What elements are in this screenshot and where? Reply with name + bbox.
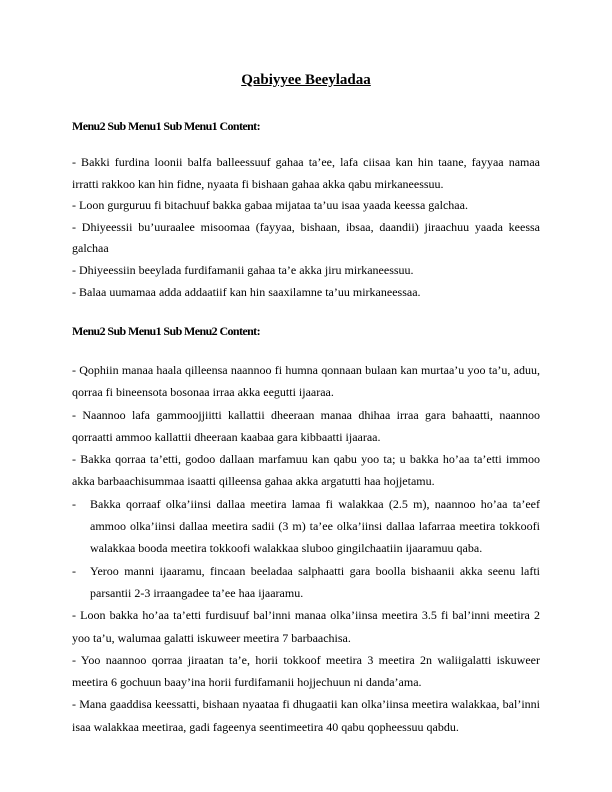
paragraph: - Loon gurguruu fi bitachuuf bakka gabaa mijataa ta’uu isaa yaada keessa galchaa. (72, 198, 468, 213)
document-title: Qabiyyee Beeyladaa (241, 72, 371, 88)
paragraph: - Dhiyeessiin beeylada furdifamanii gahaa ta’e akka jiru mirkaneessuu. (72, 262, 414, 277)
paragraph: - Yoo naannoo qorraa jiraatan ta’e, horii tokkoof meetira 3 meetira 2n waliigalatti iskuweer meetira 6 gochuun baay’ina horii furdifamanii hojjechuun ni danda’ama. (72, 652, 540, 690)
section1-heading: Menu2 Sub Menu1 Sub Menu1 Content: (72, 119, 260, 133)
section1-body (72, 152, 540, 303)
paragraph: - Naannoo lafa gammoojjiitti kallattii dheeraan manaa dhihaa irraa gara bahaatti, naannoo qorraatti ammoo kallattii dheeraan kaabaa gara kibbaatti ijaaraa. (72, 407, 540, 444)
paragraph: - Dhiyeessii bu’uuraalee misoomaa (fayyaa, bishaan, ibsaa, daandii) jiraachuu yaada keessa galchaa (72, 219, 540, 256)
paragraph: - Qophiin manaa haala qilleensa naannoo fi humna qonnaan bulaan kan murtaa’u yoo ta’u, aduu, qorraa fi bineensota bosonaa irraa akka eegutti ijaaraa. (72, 363, 540, 400)
list-item (72, 493, 540, 560)
paragraph: - Loon bakka ho’aa ta’etti furdisuuf bal’inni manaa olka’iinsa meetira 3.5 fi bal’inni meetira 2 yoo ta’u, walumaa galatti iskuweer meetira 7 barbaachisa. (72, 608, 540, 645)
paragraph: - Balaa uumamaa adda addaatiif kan hin saaxilamne ta’uu mirkaneessaa. (72, 284, 421, 299)
list-item-text: Yeroo manni ijaaramu, fincaan beeladaa salphaatti gara boolla bishaanii akka seenu lafti parsantii 2-3 irraangadee ta’ee haa ijaaramu. (90, 563, 540, 600)
section2-heading: Menu2 Sub Menu1 Sub Menu2 Content: (72, 324, 260, 338)
paragraph: - Bakki furdina loonii balfa balleessuuf gahaa ta’ee, lafa ciisaa kan hin taane, fayyaa namaa irratti rakkoo kan hin fidne, nyaata fi bishaan gahaa akka qabu mirkaneessuu. (72, 155, 540, 191)
list-marker: - (72, 496, 76, 511)
section2-body (72, 359, 540, 738)
paragraph: - Bakka qorraa ta’etti, godoo dallaan marfamuu kan qabu yoo ta; u bakka ho’aa ta’etti immoo akka barbaachisummaa isaatti qilleensa gahaa akka argatutti haa hojjetamu. (72, 452, 540, 489)
list-item-text: Bakka qorraaf olka’iinsi dallaa meetira lamaa fi walakkaa (2.5 m), naannoo ho’aa ta’eef ammoo olka’iinsi dallaa meetira sadii (3 m) ta’ee olka’iinsi dallaa lafarraa meetira tokkoofi walakkaa booda meetira tokkoofi walakkaa sluboo gingilchaatiin ijaaramuu qaba. (90, 496, 540, 556)
list-marker: - (72, 563, 76, 578)
paragraph: - Mana gaaddisa keessatti, bishaan nyaataa fi dhugaatii kan olka’iinsa meetira walakkaa, bal’inni isaa walakkaa meetiraa, gadi fageenya seentimeetira 40 qabu qopheessuu qabdu. (72, 697, 540, 734)
list-item (72, 560, 540, 605)
